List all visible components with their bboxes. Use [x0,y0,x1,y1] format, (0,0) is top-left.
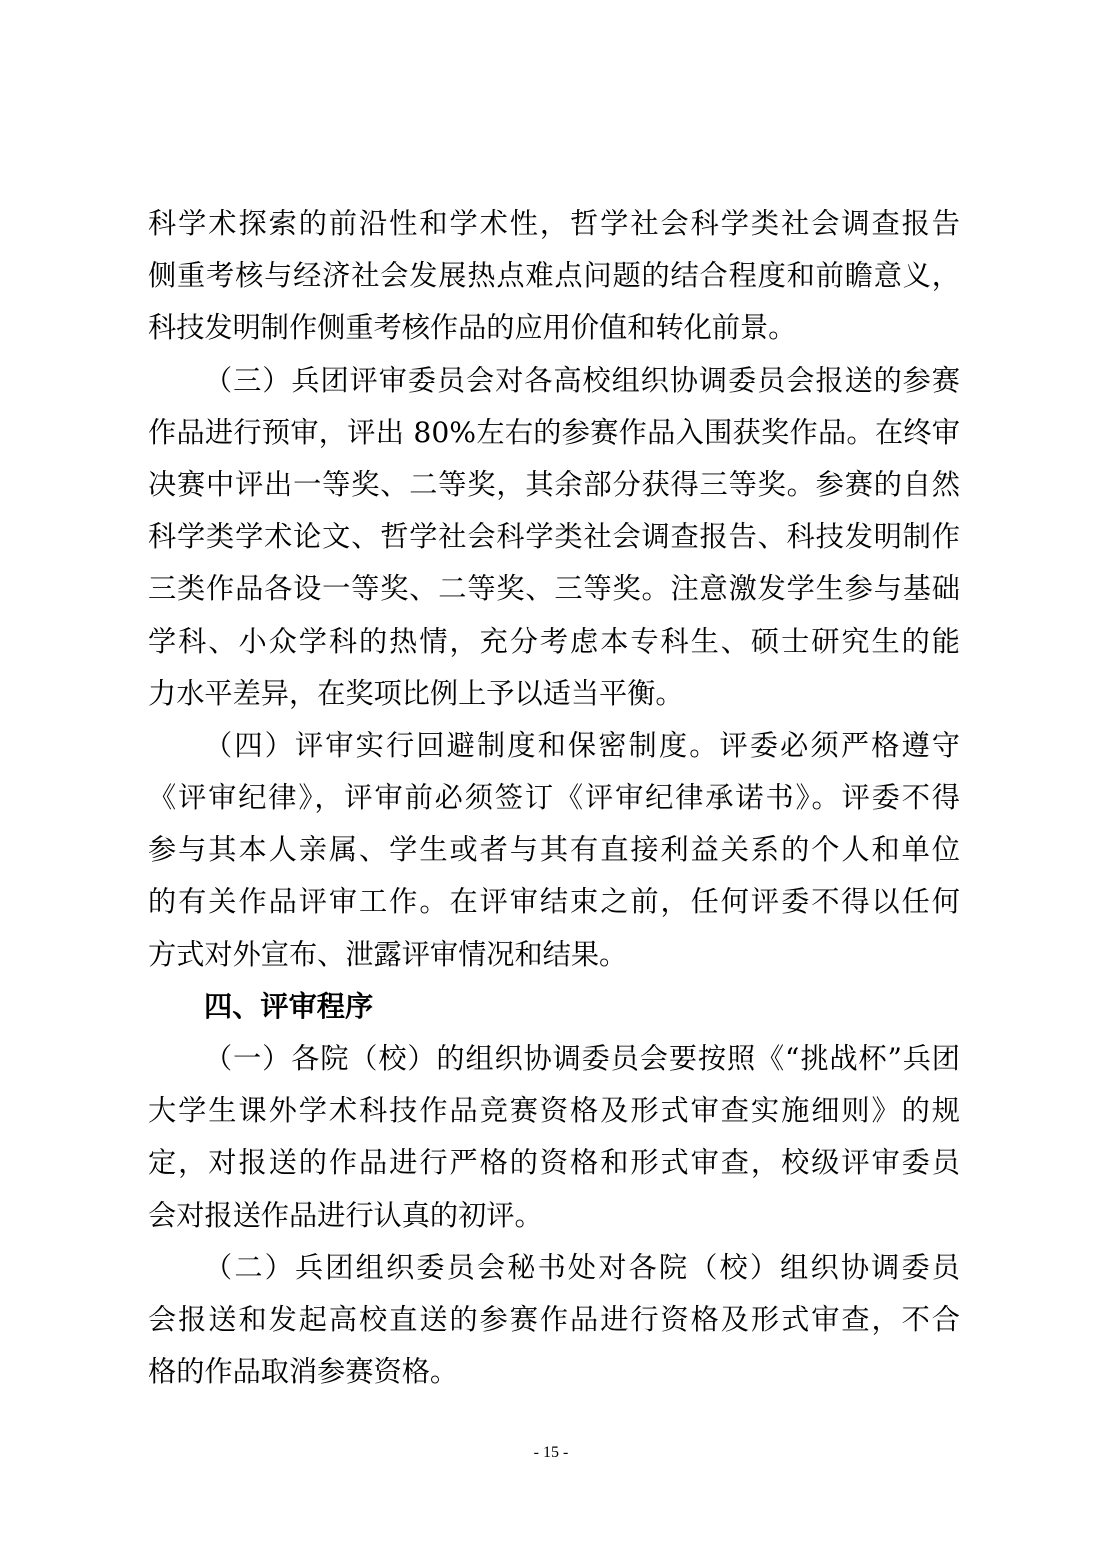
paragraph-item-4 [148,720,960,981]
text-line: 的有关作品评审工作。在评审结束之前，任何评委不得以任何 [148,885,960,919]
text-line: （四）评审实行回避制度和保密制度。评委必须严格遵守 [204,728,960,762]
text-line: 科学术探索的前沿性和学术性，哲学社会科学类社会调查报告 [148,207,960,240]
text-line: 大学生课外学术科技作品竞赛资格及形式审查实施细则》的规 [148,1094,960,1128]
text-line: （三）兵团评审委员会对各高校组织协调委员会报送的参赛 [204,363,960,397]
text-line: 作品进行预审，评出 80%左右的参赛作品入围获奖作品。在终审 [148,415,960,449]
text-line: 格的作品取消参赛资格。 [148,1355,459,1389]
text-line: 侧重考核与经济社会发展热点难点问题的结合程度和前瞻意义， [148,259,960,293]
text-line: 三类作品各设一等奖、二等奖、三等奖。注意激发学生参与基础 [148,572,960,606]
text-line: 定，对报送的作品进行严格的资格和形式审查，校级评审委员 [148,1146,960,1180]
section-paragraph-2 [148,1242,960,1399]
section-heading: 四、评审程序 [204,989,374,1023]
text-line: （二）兵团组织委员会秘书处对各院（校）组织协调委员 [204,1250,960,1284]
paragraph-continuation [148,198,960,355]
text-line: （一）各院（校）的组织协调委员会要按照《“挑战杯”兵团 [204,1042,960,1075]
text-line: 会报送和发起高校直送的参赛作品进行资格及形式审查，不合 [148,1302,960,1336]
section-paragraph-1 [148,1033,960,1242]
text-line: 科学类学术论文、哲学社会科学类社会调查报告、科技发明制作 [148,520,960,554]
paragraph-item-3 [148,355,960,720]
text-line: 力水平差异，在奖项比例上予以适当平衡。 [148,676,684,710]
page-number: - 15 - [533,1444,569,1461]
text-line: 决赛中评出一等奖、二等奖，其余部分获得三等奖。参赛的自然 [148,467,960,501]
text-line: 参与其本人亲属、学生或者与其有直接利益关系的个人和单位 [148,833,960,867]
text-line: 方式对外宣布、泄露评审情况和结果。 [148,937,628,971]
text-line: 《评审纪律》，评审前必须签订《评审纪律承诺书》。评委不得 [148,781,960,815]
text-line: 科技发明制作侧重考核作品的应用价值和转化前景。 [148,311,797,345]
text-line: 会对报送作品进行认真的初评。 [148,1198,543,1232]
text-line: 学科、小众学科的热情，充分考虑本专科生、硕士研究生的能 [148,624,960,658]
document-body [148,198,960,1398]
